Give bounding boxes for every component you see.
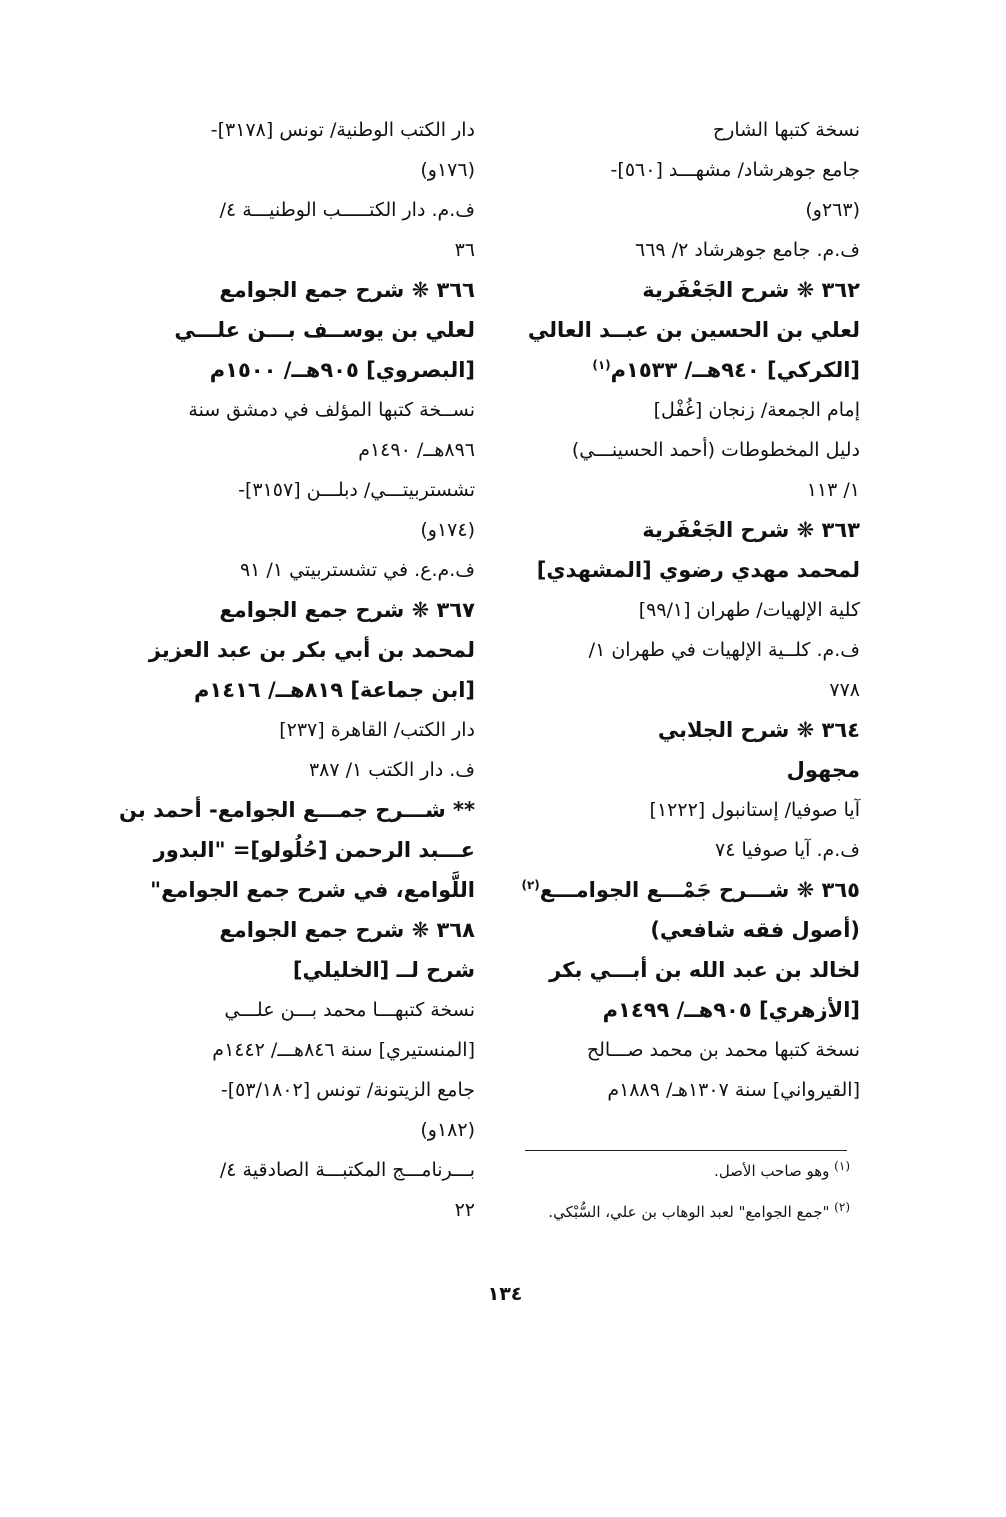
left-column-line bbox=[80, 750, 475, 790]
left-column-line bbox=[80, 350, 475, 390]
right-column-line bbox=[505, 270, 860, 310]
left-column-line-text: شرح لــ [الخليلي] bbox=[292, 958, 475, 982]
right-column-line-text: ١/ ١١٣ bbox=[806, 479, 860, 501]
left-column-line-text: ٣٦ bbox=[454, 239, 475, 261]
footnote-2-text: "جمع الجوامع" لعبد الوهاب بن علي، السُّبْكي. bbox=[548, 1203, 830, 1221]
footnote-reference: (١) bbox=[592, 358, 611, 372]
right-column-line-text: ٧٧٨ bbox=[829, 679, 860, 701]
left-column-line bbox=[80, 630, 475, 670]
right-column-line-text: ٣٦٤ ❋ شرح الجلابي bbox=[657, 718, 860, 742]
right-column-line bbox=[505, 310, 860, 350]
left-column-line bbox=[80, 790, 475, 830]
left-column-line bbox=[80, 1030, 475, 1070]
left-column bbox=[80, 110, 475, 1230]
footnote-1-mark: (١) bbox=[834, 1159, 850, 1173]
left-column-line-text: دار الكتب الوطنية/ تونس [٣١٧٨]- bbox=[210, 119, 475, 141]
right-column-line-text: ف.م. كلــية الإلهيات في طهران ١/ bbox=[588, 639, 860, 661]
right-column-line bbox=[505, 870, 860, 910]
left-column-line-text: [المنستيري] سنة ٨٤٦هـــ/ ١٤٤٢م bbox=[212, 1039, 475, 1061]
left-column-line bbox=[80, 310, 475, 350]
left-column-line bbox=[80, 110, 475, 150]
right-column-line bbox=[505, 150, 860, 190]
left-column-line-text: لمحمد بن أبي بكر بن عبد العزيز bbox=[148, 638, 475, 662]
right-column bbox=[505, 110, 860, 1110]
left-column-line bbox=[80, 1150, 475, 1190]
right-column-line-text: [القيرواني] سنة ١٣٠٧هـ/ ١٨٨٩م bbox=[607, 1079, 860, 1101]
right-column-line bbox=[505, 510, 860, 550]
right-column-line bbox=[505, 710, 860, 750]
left-column-line-text: (١٨٢و) bbox=[420, 1119, 475, 1141]
footnote-separator bbox=[525, 1150, 847, 1151]
right-column-line bbox=[505, 990, 860, 1030]
right-column-line-text: مجهول bbox=[786, 758, 860, 782]
right-column-line-text: ٣٦٢ ❋ شرح الجَعْفَرية bbox=[642, 278, 860, 302]
left-column-line-text: ** شـــرح جمـــع الجوامع- أحمد بن bbox=[119, 798, 475, 822]
right-column-line-text: [الأزهري] ٩٠٥هــ/ ١٤٩٩م bbox=[602, 998, 860, 1022]
right-column-line bbox=[505, 670, 860, 710]
right-column-line-text: جامع جوهرشاد/ مشهـــد [٥٦٠]- bbox=[610, 159, 860, 181]
left-column-line-text: ٣٦٦ ❋ شرح جمع الجوامع bbox=[219, 278, 475, 302]
left-column-line bbox=[80, 1190, 475, 1230]
footnote-2-mark: (٢) bbox=[834, 1200, 850, 1214]
right-column-line bbox=[505, 350, 860, 390]
left-column-line bbox=[80, 190, 475, 230]
left-column-line bbox=[80, 230, 475, 270]
left-column-line-text: (١٧٦و) bbox=[420, 159, 475, 181]
right-column-line bbox=[505, 230, 860, 270]
right-column-line-text: لخالد بن عبد الله بن أبـــي بكر bbox=[549, 958, 860, 982]
left-column-line-text: لعلي بن يوســف بـــن علـــي bbox=[174, 318, 475, 342]
left-column-line-text: جامع الزيتونة/ تونس [٥٣/١٨٠٢]- bbox=[220, 1079, 475, 1101]
left-column-line bbox=[80, 510, 475, 550]
left-column-line bbox=[80, 550, 475, 590]
right-column-line-text: دليل المخطوطات (أحمد الحسينـــي) bbox=[571, 439, 860, 461]
right-column-line-text: ف.م. جامع جوهرشاد ٢/ ٦٦٩ bbox=[634, 239, 860, 261]
page-number: ١٣٤ bbox=[487, 1283, 523, 1305]
right-column-line-text: نسخة كتبها محمد بن محمد صـــالح bbox=[586, 1039, 860, 1061]
right-column-line-text: [الكركي] ٩٤٠هــ/ ١٥٣٣م bbox=[610, 358, 860, 382]
right-column-line bbox=[505, 1070, 860, 1110]
right-column-line-text: لعلي بن الحسين بن عبــد العالي bbox=[527, 318, 860, 342]
left-column-line-text: اللَّوامع، في شرح جمع الجوامع" bbox=[150, 878, 475, 902]
left-column-line bbox=[80, 470, 475, 510]
left-column-line-text: تشستربيتـــي/ دبلـــن [٣١٥٧]- bbox=[238, 479, 475, 501]
left-column-line-text: [البصروي] ٩٠٥هــ/ ١٥٠٠م bbox=[209, 358, 475, 382]
footnote-reference: (٢) bbox=[521, 878, 540, 892]
right-column-line-text: ف.م. آيا صوفيا ٧٤ bbox=[715, 839, 860, 861]
left-column-line-text: عـــبد الرحمن [حُلُولو]= "البدور bbox=[153, 838, 475, 862]
right-column-line bbox=[505, 430, 860, 470]
footnote-1-text: وهو صاحب الأصل. bbox=[714, 1162, 830, 1180]
right-column-line bbox=[505, 750, 860, 790]
left-column-line-text: ف. دار الكتب ١/ ٣٨٧ bbox=[308, 759, 475, 781]
right-column-line bbox=[505, 110, 860, 150]
right-column-line-text: (أصول فقه شافعي) bbox=[650, 918, 860, 942]
left-column-line bbox=[80, 990, 475, 1030]
left-column-line bbox=[80, 950, 475, 990]
left-column-line-text: [ابن جماعة] ٨١٩هــ/ ١٤١٦م bbox=[193, 678, 475, 702]
left-column-line-text: (١٧٤و) bbox=[420, 519, 475, 541]
left-column-line bbox=[80, 870, 475, 910]
left-column-line bbox=[80, 390, 475, 430]
left-column-line-text: دار الكتب/ القاهرة [٢٣٧] bbox=[279, 719, 475, 741]
left-column-line bbox=[80, 430, 475, 470]
left-column-line-text: بـــرنامـــج المكتبـــة الصادقية ٤/ bbox=[219, 1159, 475, 1181]
right-column-line bbox=[505, 390, 860, 430]
right-column-line bbox=[505, 910, 860, 950]
right-column-line-text: نسخة كتبها الشارح bbox=[712, 119, 860, 141]
right-column-line bbox=[505, 630, 860, 670]
footnote-2 bbox=[440, 1200, 850, 1221]
left-column-line bbox=[80, 670, 475, 710]
right-column-line bbox=[505, 1030, 860, 1070]
left-column-line bbox=[80, 150, 475, 190]
right-column-line bbox=[505, 830, 860, 870]
left-column-line bbox=[80, 1110, 475, 1150]
left-column-line bbox=[80, 710, 475, 750]
left-column-line-text: ف.م.ع. في تشستربيتي ١/ ٩١ bbox=[239, 559, 475, 581]
right-column-line-text: ٣٦٣ ❋ شرح الجَعْفَرية bbox=[642, 518, 860, 542]
right-column-line bbox=[505, 190, 860, 230]
right-column-line-text: (٢٦٣و) bbox=[805, 199, 860, 221]
left-column-line-text: ف.م. دار الكتـــــب الوطنيـــة ٤/ bbox=[219, 199, 475, 221]
left-column-line bbox=[80, 910, 475, 950]
left-column-line-text: نسخة كتبهـــا محمد بـــن علـــي bbox=[224, 999, 475, 1021]
right-column-line-text: إمام الجمعة/ زنجان [غُفْل] bbox=[653, 399, 860, 421]
left-column-line-text: ٨٩٦هــ/ ١٤٩٠م bbox=[358, 439, 475, 461]
right-column-line-text: ٣٦٥ ❋ شـــرح جَمْـــع الجوامـــع bbox=[539, 878, 860, 902]
left-column-line bbox=[80, 1070, 475, 1110]
left-column-line bbox=[80, 590, 475, 630]
right-column-line bbox=[505, 790, 860, 830]
left-column-line-text: ٣٦٧ ❋ شرح جمع الجوامع bbox=[219, 598, 475, 622]
footnote-1 bbox=[440, 1159, 850, 1180]
right-column-line bbox=[505, 470, 860, 510]
left-column-line-text: ٣٦٨ ❋ شرح جمع الجوامع bbox=[219, 918, 475, 942]
left-column-line-text: نســخة كتبها المؤلف في دمشق سنة bbox=[188, 399, 475, 421]
right-column-line bbox=[505, 590, 860, 630]
left-column-line bbox=[80, 830, 475, 870]
right-column-line-text: كلية الإلهيات/ طهران [٩٩/١] bbox=[638, 599, 860, 621]
right-column-line-text: لمحمد مهدي رضوي [المشهدي] bbox=[536, 558, 860, 582]
right-column-line-text: آيا صوفيا/ إستانبول [١٢٢٢] bbox=[649, 799, 860, 821]
left-column-line-text: ٢٢ bbox=[454, 1199, 475, 1221]
right-column-line bbox=[505, 950, 860, 990]
right-column-line bbox=[505, 550, 860, 590]
left-column-line bbox=[80, 270, 475, 310]
